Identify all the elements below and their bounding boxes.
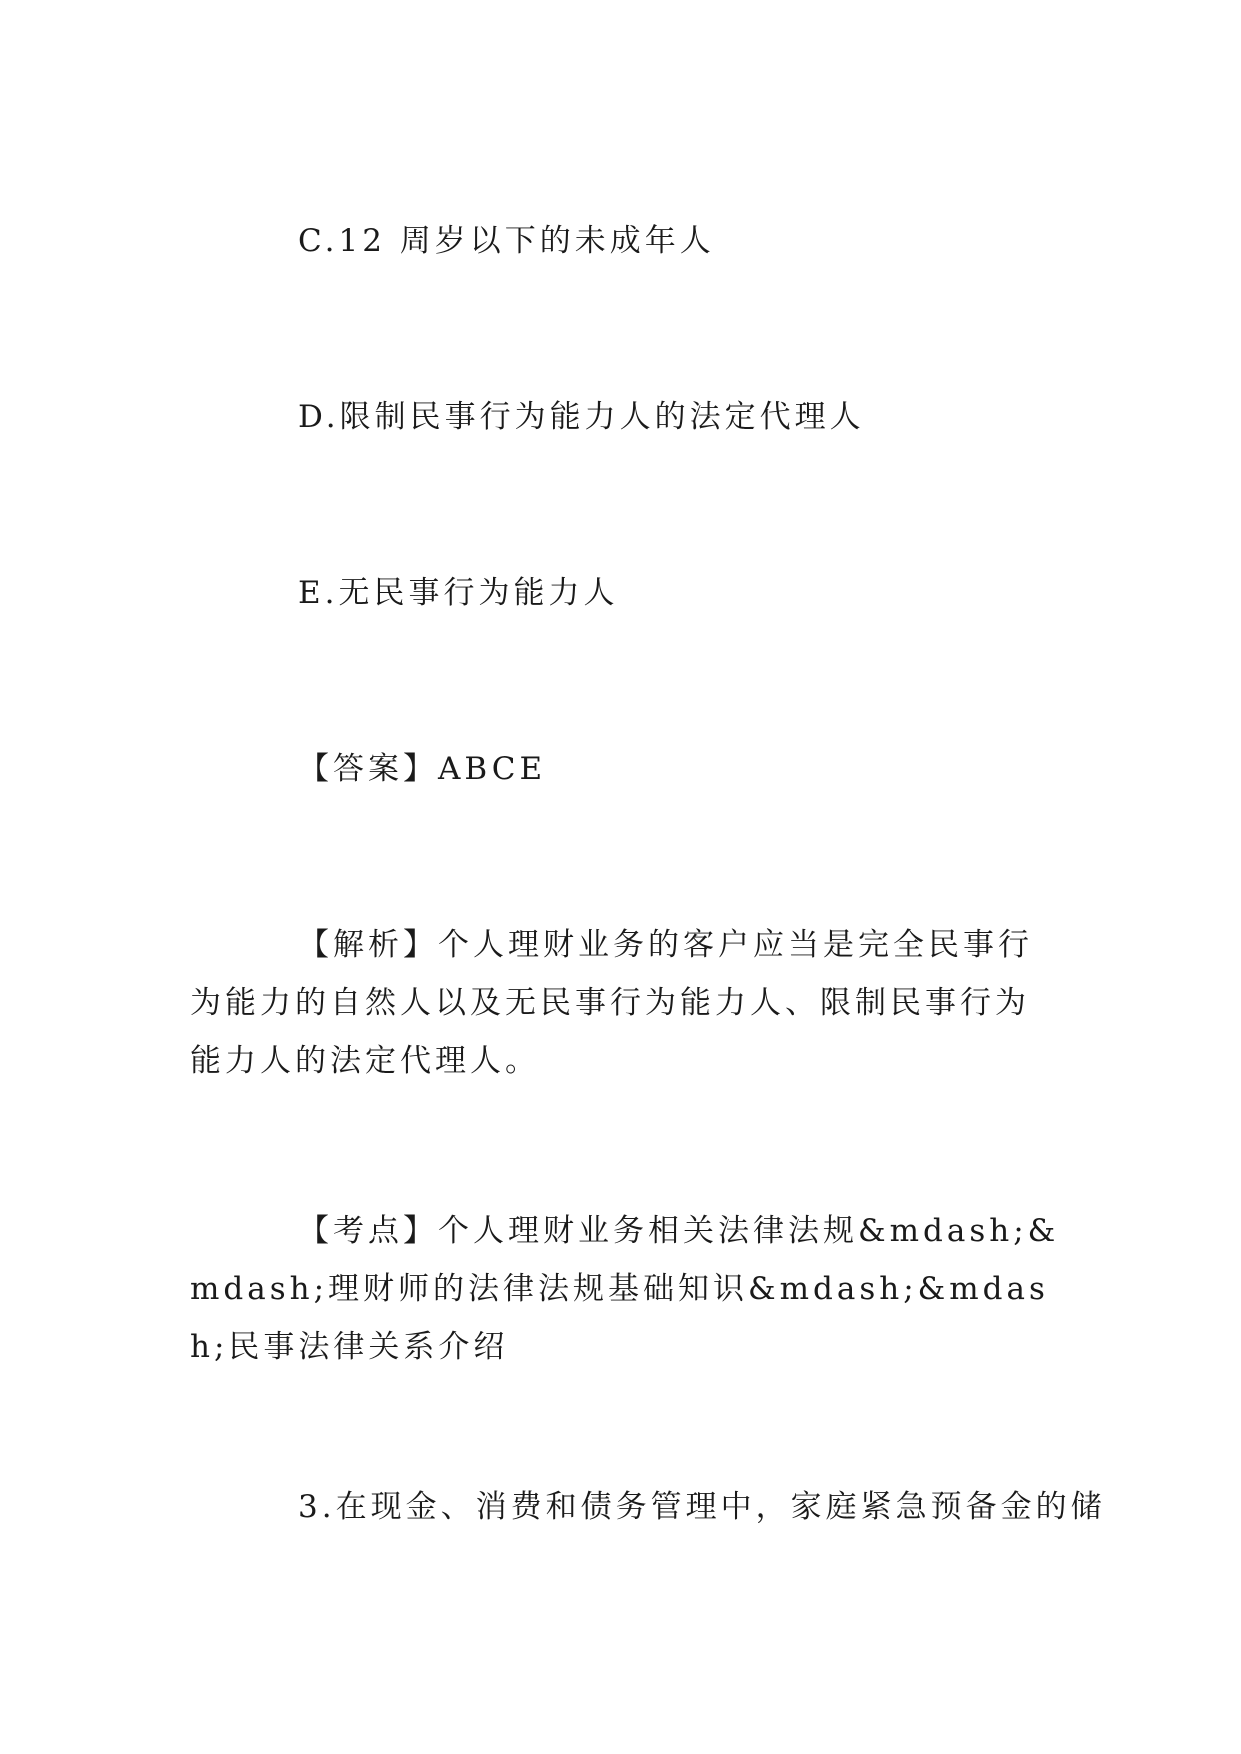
analysis-paragraph: 【解析】个人理财业务的客户应当是完全民事行为能力的自然人以及无民事行为能力人、限制民事行为能力人的法定代理人。 [190,927,1033,1079]
option-c: C.12 周岁以下的未成年人 [298,223,715,259]
answer-line: 【答案】ABCE [298,751,547,787]
question-3-text: 3.在现金、消费和债务管理中，家庭紧急预备金的储 [298,1489,1106,1525]
option-d: D.限制民事行为能力人的法定代理人 [298,399,865,435]
option-e: E.无民事行为能力人 [298,575,619,611]
keypoint-paragraph: 【考点】个人理财业务相关法律法规&mdash;&mdash;理财师的法律法规基础知识&mdash;&mdash;民事法律关系介绍 [190,1213,1060,1365]
